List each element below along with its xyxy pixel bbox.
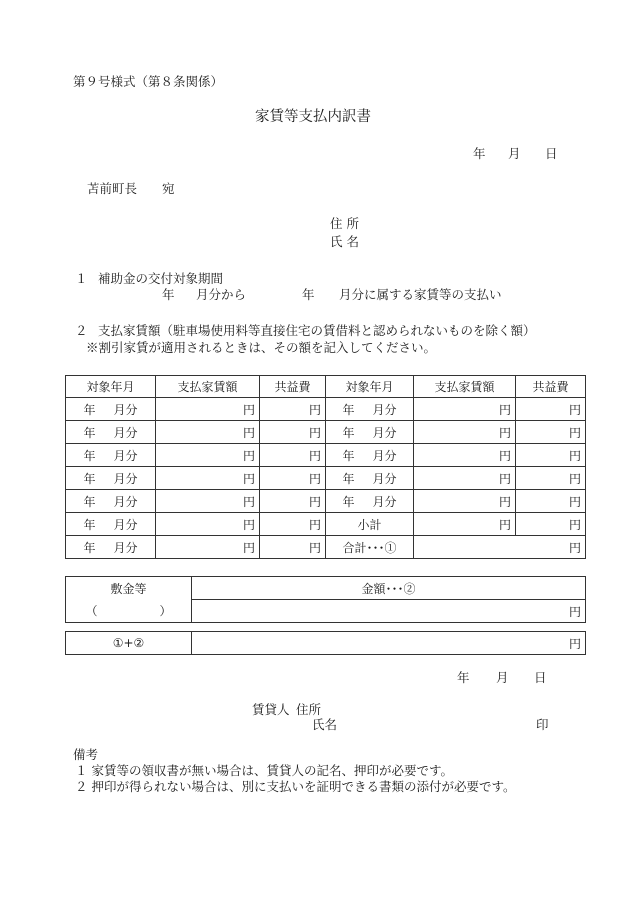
addressee-suffix: 宛 [162, 181, 175, 196]
table-row [66, 421, 586, 444]
rent-cell[interactable]: 円 [156, 490, 260, 513]
bottom-date-day: 日 [534, 670, 547, 685]
deposit-paren-close: ） [159, 604, 172, 619]
sum-label: ①+② [66, 632, 192, 655]
header-rent-right: 支払家賃額 [414, 376, 516, 398]
fee-cell[interactable]: 円 [260, 421, 326, 444]
section-1-number: １ [75, 271, 88, 286]
header-common-fee-right: 共益費 [516, 376, 586, 398]
period-year-from: 年 [162, 287, 175, 302]
rent-table [65, 375, 586, 559]
bottom-date-year: 年 [457, 670, 470, 685]
section-1-label: 補助金の交付対象期間 [98, 271, 224, 286]
month-cell[interactable]: 年 月分 [326, 398, 414, 421]
seal-mark: 印 [536, 717, 549, 732]
month-cell[interactable]: 年 月分 [66, 467, 156, 490]
deposit-header-row [66, 577, 586, 600]
fee-cell[interactable]: 円 [260, 536, 326, 559]
applicant-address-label: 住 所 [330, 216, 359, 231]
applicant-name-label: 氏 名 [330, 234, 359, 249]
month-cell[interactable]: 年 月分 [66, 421, 156, 444]
section-2-number: ２ [75, 323, 88, 338]
fee-cell[interactable]: 円 [516, 467, 586, 490]
table-row [66, 513, 586, 536]
table-row [66, 467, 586, 490]
month-cell[interactable]: 年 月分 [66, 444, 156, 467]
fee-cell[interactable]: 円 [260, 467, 326, 490]
deposit-amount-label: 金額･･･② [192, 577, 586, 600]
section-2-label: 支払家賃額（駐車場使用料等直接住宅の賃借料と認められないものを除く額） [98, 323, 536, 338]
remarks-title: 備考 [73, 747, 99, 762]
fee-cell[interactable]: 円 [516, 398, 586, 421]
month-cell[interactable]: 年 月分 [326, 421, 414, 444]
table-row [66, 536, 586, 559]
total-label: 合計･･･① [326, 536, 414, 559]
fee-cell[interactable]: 円 [260, 398, 326, 421]
rent-cell[interactable]: 円 [414, 421, 516, 444]
fee-cell[interactable]: 円 [516, 421, 586, 444]
fee-cell[interactable]: 円 [260, 444, 326, 467]
period-year-to: 年 [302, 287, 315, 302]
sum-row [66, 632, 586, 655]
rent-cell[interactable]: 円 [414, 467, 516, 490]
period-from: 月分から [196, 287, 247, 302]
month-cell[interactable]: 年 月分 [66, 536, 156, 559]
rent-cell[interactable]: 円 [156, 513, 260, 536]
header-common-fee-left: 共益費 [260, 376, 326, 398]
table-row [66, 490, 586, 513]
header-rent-left: 支払家賃額 [156, 376, 260, 398]
month-cell[interactable]: 年 月分 [326, 490, 414, 513]
header-target-month-left: 対象年月 [66, 376, 156, 398]
period-to: 月分に属する家賃等の支払い [339, 287, 502, 302]
table-header-row [66, 376, 586, 398]
top-date-month: 月 [508, 146, 521, 161]
rent-cell[interactable]: 円 [414, 398, 516, 421]
total-amount-cell[interactable]: 円 [414, 536, 586, 559]
deposit-paren-open: （ [85, 604, 98, 619]
remarks-item-2: ２ 押印が得られない場合は、別に支払いを証明できる書類の添付が必要です。 [75, 779, 516, 794]
section-2-note: ※割引家賃が適用されるときは、その額を記入してください。 [86, 340, 437, 355]
rent-cell[interactable]: 円 [156, 421, 260, 444]
table-row [66, 398, 586, 421]
fee-cell[interactable]: 円 [516, 490, 586, 513]
landlord-name-label: 氏名 [312, 717, 338, 732]
rent-cell[interactable]: 円 [156, 467, 260, 490]
addressee-name: 苫前町長 [87, 181, 138, 196]
rent-cell[interactable]: 円 [156, 398, 260, 421]
bottom-date-month: 月 [496, 670, 509, 685]
subtotal-fee-cell[interactable]: 円 [516, 513, 586, 536]
sum-table [65, 631, 586, 655]
deposit-amount-cell[interactable]: 円 [192, 600, 586, 623]
month-cell[interactable]: 年 月分 [66, 398, 156, 421]
remarks-item-1: １ 家賃等の領収書が無い場合は、賃貸人の記名、押印が必要です。 [75, 763, 453, 778]
month-cell[interactable]: 年 月分 [66, 490, 156, 513]
fee-cell[interactable]: 円 [516, 444, 586, 467]
rent-cell[interactable]: 円 [156, 536, 260, 559]
month-cell[interactable]: 年 月分 [326, 444, 414, 467]
fee-cell[interactable]: 円 [260, 490, 326, 513]
subtotal-label: 小計 [326, 513, 414, 536]
deposit-value-row [66, 600, 586, 623]
month-cell[interactable]: 年 月分 [326, 467, 414, 490]
rent-cell[interactable]: 円 [414, 444, 516, 467]
fee-cell[interactable]: 円 [260, 513, 326, 536]
subtotal-rent-cell[interactable]: 円 [414, 513, 516, 536]
deposit-table [65, 576, 586, 623]
landlord-address-label: 住所 [296, 702, 322, 717]
rent-cell[interactable]: 円 [414, 490, 516, 513]
table-row [66, 444, 586, 467]
month-cell[interactable]: 年 月分 [66, 513, 156, 536]
sum-amount-cell[interactable]: 円 [192, 632, 586, 655]
top-date-year: 年 [473, 146, 486, 161]
landlord-title: 賃貸人 [252, 702, 290, 717]
top-date-day: 日 [545, 146, 558, 161]
page-title: 家賃等支払内訳書 [255, 109, 371, 125]
deposit-type-cell[interactable] [66, 600, 192, 623]
deposit-label: 敷金等 [66, 577, 192, 600]
header-target-month-right: 対象年月 [326, 376, 414, 398]
form-number: 第９号様式（第８条関係） [73, 74, 224, 89]
rent-cell[interactable]: 円 [156, 444, 260, 467]
